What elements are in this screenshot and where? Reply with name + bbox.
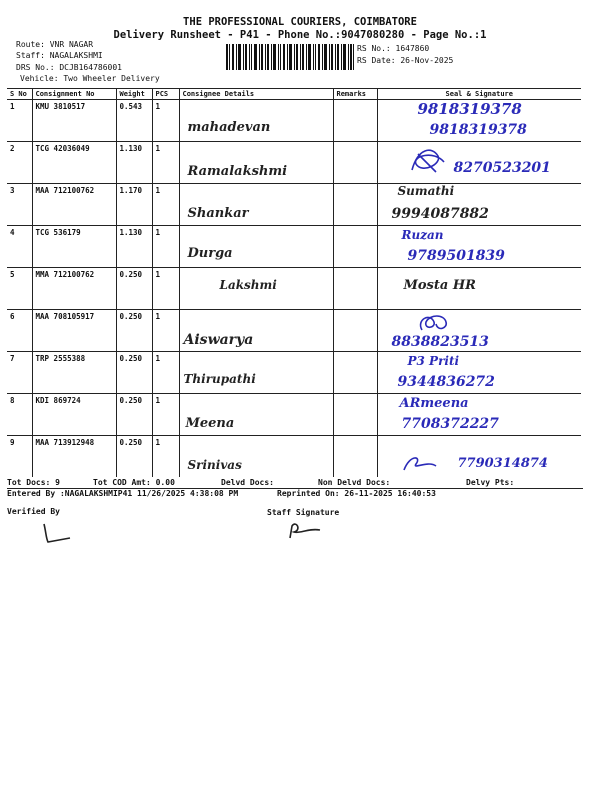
phone-handwriting: 9344836272 [397,374,495,390]
consignee-handwriting: Shankar [187,206,249,221]
consignee-handwriting: mahadevan [187,120,271,135]
signature-handwriting: Sumathi [397,184,455,198]
cell-weight: 0.250 [116,352,152,394]
phone-handwriting: 8270523201 [453,160,551,176]
consignee-handwriting: Srinivas [187,458,242,472]
non-delivered-docs: Non Delvd Docs: [318,478,391,487]
cell-weight: 1.170 [116,184,152,226]
col-header-pcs: PCS [152,89,179,100]
reprinted-on: Reprinted On: 26-11-2025 16:40:53 [277,489,436,498]
cell-consignment: TCG 536179 [32,226,116,268]
cell-remarks [333,436,377,478]
consignee-handwriting: Lakshmi [219,278,277,292]
cell-signature [377,310,581,352]
cell-weight: 0.250 [116,268,152,310]
cell-consignee [179,394,333,436]
cell-sno: 9 [10,438,15,447]
table-row [7,352,581,394]
col-header-remarks: Remarks [333,89,377,100]
rs-date: RS Date: 26-Nov-2025 [357,56,454,65]
drs-number: DRS No.: DCJB164786001 [16,63,122,72]
cell-consignment: MAA 708105917 [32,310,116,352]
consignee-handwriting: Durga [187,246,233,261]
cell-remarks [333,100,377,142]
consignee-handwriting: Ramalakshmi [187,164,288,179]
signature-scribble [408,144,448,176]
table-header-row [7,89,581,100]
company-title: THE PROFESSIONAL COURIERS, COIMBATORE [183,16,417,28]
cell-weight: 0.250 [116,310,152,352]
cell-remarks [333,226,377,268]
cell-signature [377,352,581,394]
delivery-points: Delvy Pts: [466,478,515,487]
cell-consignment: KDI 869724 [32,394,116,436]
cell-remarks [333,310,377,352]
phone-handwriting: 9789501839 [407,248,505,264]
total-docs: Tot Docs: 9 [7,478,60,487]
cell-sno: 6 [7,310,32,352]
cell-consignee [179,184,333,226]
cell-consignee [179,436,333,478]
cell-remarks [333,352,377,394]
cell-consignee [179,310,333,352]
consignee-handwriting: Meena [185,416,235,431]
cell-consignee [179,226,333,268]
cell-pcs: 1 [152,268,179,310]
cell-weight: 1.130 [116,226,152,268]
cell-consignee [179,352,333,394]
cell-sno: 7 [7,352,32,394]
cell-pcs: 1 [152,352,179,394]
table-row [7,184,581,226]
signature-handwriting: Ruzan [401,228,444,242]
cell-signature [377,184,581,226]
table-row [7,142,581,184]
staff-label: Staff: NAGALAKSHMI [16,51,103,60]
phone-handwriting: 9818319378 [429,122,527,138]
rs-number: RS No.: 1647860 [357,44,430,53]
signature-scribble [416,312,450,334]
cell-sno: 4 [7,226,32,268]
cell-sno: 1 [7,100,32,142]
cell-remarks [333,142,377,184]
consignee-handwriting: Thirupathi [183,372,256,386]
col-header-weight: Weight [116,89,152,100]
staff-signature [286,522,322,540]
consignee-handwriting: Aiswarya [183,332,254,348]
signature-handwriting: P3 Priti [407,354,460,368]
signature-handwriting: Mosta HR [403,278,476,293]
cell-pcs: 1 [152,142,179,184]
cell-consignment: KMU 3810517 [32,100,116,142]
cell-sno: 5 [7,268,32,310]
delivered-docs: Delvd Docs: [221,478,274,487]
cell-consignee [179,100,333,142]
cell-signature [377,394,581,436]
barcode [226,44,354,70]
cell-signature [377,226,581,268]
signature-handwriting: 9818319378 [417,100,522,118]
table-row [7,226,581,268]
cell-sno: 8 [7,394,32,436]
cell-weight: 1.130 [116,142,152,184]
cell-weight: 0.250 [116,394,152,436]
phone-handwriting: 7708372227 [401,416,499,432]
entered-by: Entered By :NAGALAKSHMIP41 11/26/2025 4:38:08 PM [7,489,239,498]
cell-consignment: MAA 712100762 [32,184,116,226]
phone-handwriting: 8838823513 [391,334,489,350]
cell-pcs: 1 [152,436,179,478]
cell-sno: 3 [7,184,32,226]
cell-consignment: TRP 2555388 [32,352,116,394]
table-row [7,436,581,478]
runsheet-table [7,88,581,477]
route-label: Route: VNR NAGAR [16,40,94,49]
cell-pcs: 1 [152,184,179,226]
cell-sno: 2 [7,142,32,184]
cell-remarks [333,268,377,310]
cell-signature [377,142,581,184]
table-row [7,100,581,142]
table-row [7,310,581,352]
cell-signature [377,268,581,310]
cell-signature [377,436,581,478]
cell-consignment: TCG 42036049 [32,142,116,184]
total-cod-amount: Tot COD Amt: 0.00 [93,478,175,487]
phone-handwriting: 7790314874 [457,456,548,471]
cell-consignee [179,268,333,310]
cell-remarks [333,394,377,436]
col-header-sno: S No [7,89,32,100]
cell-pcs: 1 [152,226,179,268]
table-row [7,268,581,310]
cell-pcs: 1 [152,310,179,352]
cell-pcs: 1 [152,394,179,436]
phone-handwriting: 9994087882 [391,206,489,222]
signature-scribble [402,452,438,474]
cell-weight: 0.543 [116,100,152,142]
cell-pcs: 1 [152,100,179,142]
cell-consignment: MMA 712100762 [32,268,116,310]
col-header-consignment: Consignment No [32,89,116,100]
verified-by-label: Verified By [7,507,60,516]
cell-consignment: MAA 713912948 [32,436,116,478]
cell-weight: 0.250 [116,436,152,478]
cell-signature [377,100,581,142]
col-header-signature: Seal & Signature [377,89,581,100]
col-header-consignee: Consignee Details [179,89,333,100]
staff-signature-label: Staff Signature [267,508,340,517]
signature-handwriting: ARmeena [399,396,469,411]
cell-remarks [333,184,377,226]
verified-signature [42,522,72,544]
vehicle-label: Vehicle: Two Wheeler Delivery [20,74,160,83]
cell-consignee [179,142,333,184]
runsheet-subtitle: Delivery Runsheet - P41 - Phone No.:9047080280 - Page No.:1 [113,29,487,41]
table-row [7,394,581,436]
